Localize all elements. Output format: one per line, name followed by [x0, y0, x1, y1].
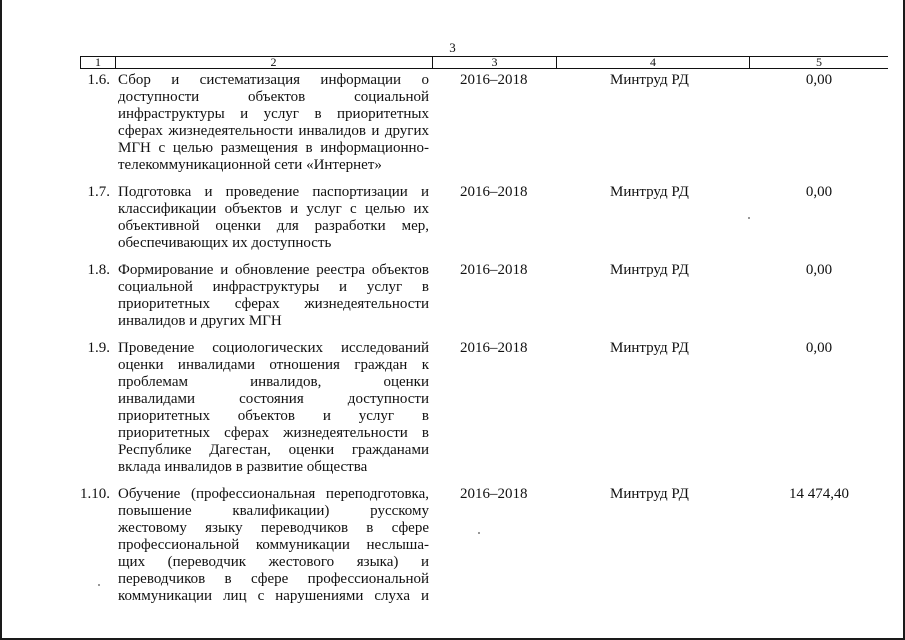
- scan-edge-left: [0, 0, 2, 640]
- description-line: проблемам инвалидов, оценки: [118, 374, 429, 390]
- header-col-3: 3: [433, 57, 557, 68]
- item-number: 1.6.: [87, 72, 110, 88]
- item-executor: Минтруд РД: [610, 262, 689, 278]
- item-description: [118, 486, 429, 605]
- description-line: телекоммуникационной сети «Интернет»: [118, 157, 382, 173]
- item-description: [118, 340, 429, 476]
- header-col-2: 2: [115, 57, 433, 68]
- scan-speck: [748, 217, 750, 219]
- description-line: социальной инфраструктуры и услуг в: [118, 279, 429, 295]
- description-line: Обучение (профессиональная переподготовка,: [118, 486, 429, 502]
- item-description: [118, 72, 429, 174]
- table-header-row: [80, 56, 888, 69]
- description-line: Сбор и систематизация информации о: [118, 72, 429, 88]
- description-line: приоритетных объектов и услуг в: [118, 408, 429, 424]
- item-period: 2016–2018: [460, 486, 528, 502]
- description-line: Подготовка и проведение паспортизации и: [118, 184, 429, 200]
- description-line: МГН с целью размещения в информационно-: [118, 140, 429, 156]
- description-line: переводчиков в сфере профессиональной: [118, 571, 429, 587]
- description-line: Формирование и обновление реестра объектов: [118, 262, 429, 278]
- scan-speck: [478, 532, 480, 534]
- description-line: классификации объектов и услуг с целью их: [118, 201, 429, 217]
- header-col-4: 4: [557, 57, 750, 68]
- item-amount: 0,00: [805, 72, 833, 88]
- header-col-1: 1: [80, 57, 116, 68]
- description-line: инвалидов и других МГН: [118, 313, 282, 329]
- item-amount: 0,00: [805, 340, 833, 356]
- item-executor: Минтруд РД: [610, 72, 689, 88]
- scan-speck: [98, 584, 100, 586]
- item-period: 2016–2018: [460, 340, 528, 356]
- item-number: 1.9.: [87, 340, 110, 356]
- description-line: приоритетных сферах жизнедеятельности: [118, 296, 429, 312]
- description-line: инвалидами состояния доступности: [118, 391, 429, 407]
- item-number: 1.10.: [80, 486, 110, 502]
- item-executor: Минтруд РД: [610, 340, 689, 356]
- description-line: Республике Дагестан, оценки гражданами: [118, 442, 429, 458]
- item-amount: 0,00: [805, 262, 833, 278]
- description-line: объективной оценки для разработки мер,: [118, 218, 429, 234]
- item-number: 1.8.: [87, 262, 110, 278]
- description-line: Проведение социологических исследований: [118, 340, 429, 356]
- header-col-5: 5: [816, 55, 822, 69]
- page-number: 3: [449, 40, 456, 55]
- item-amount: 14 474,40: [789, 486, 849, 502]
- item-description: [118, 262, 429, 330]
- item-executor: Минтруд РД: [610, 486, 689, 502]
- description-line: обеспечивающих их доступность: [118, 235, 332, 251]
- description-line: повышение квалификации) русскому: [118, 503, 429, 519]
- item-number: 1.7.: [87, 184, 110, 200]
- item-period: 2016–2018: [460, 262, 528, 278]
- item-description: [118, 184, 429, 252]
- description-line: доступности объектов социальной: [118, 89, 429, 105]
- item-period: 2016–2018: [460, 72, 528, 88]
- item-period: 2016–2018: [460, 184, 528, 200]
- description-line: вклада инвалидов в развитие общества: [118, 459, 368, 475]
- description-line: оценки инвалидами отношения граждан к: [118, 357, 429, 373]
- item-amount: 0,00: [805, 184, 833, 200]
- description-line: жестовому языку переводчиков в сфере: [118, 520, 429, 536]
- description-line: щих (переводчик жестового языка) и: [118, 554, 429, 570]
- description-line: инфраструктуры и услуг в приоритетных: [118, 106, 429, 122]
- description-line: приоритетных сферах жизнедеятельности в: [118, 425, 429, 441]
- description-line: коммуникации лиц с нарушениями слуха и: [118, 588, 429, 604]
- description-line: профессиональной коммуникации неслыша-: [118, 537, 429, 553]
- item-executor: Минтруд РД: [610, 184, 689, 200]
- description-line: сферах жизнедеятельности инвалидов и других: [118, 123, 429, 139]
